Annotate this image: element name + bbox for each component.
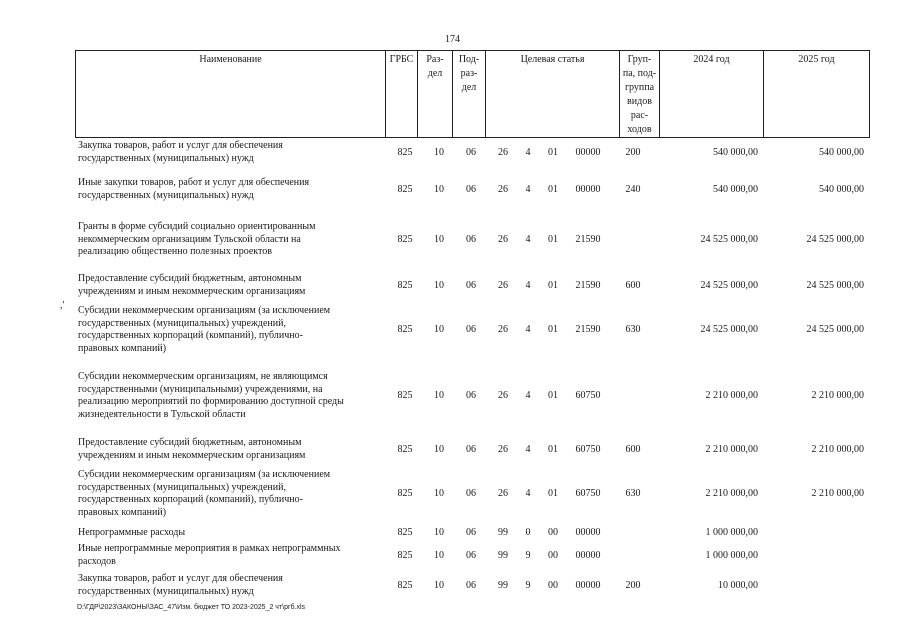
row-name-line: Субсидии некоммерческим организациям, не являющимся <box>78 371 328 382</box>
table-row <box>75 469 875 519</box>
row-name-line: Иные закупки товаров, работ и услуг для обеспечения <box>78 177 310 188</box>
cell-grbs: 825 <box>397 579 413 591</box>
table-row <box>75 573 875 598</box>
cell-vr: 630 <box>625 488 641 499</box>
header-group-line: группа <box>624 82 655 93</box>
cell-rz: 10 <box>434 443 444 455</box>
header-podrazdel-line: Под- <box>458 54 480 65</box>
cell-pr: 06 <box>466 324 476 335</box>
cell-rz: 10 <box>434 324 444 335</box>
row-name-line: государственных корпораций (компаний), публично- <box>78 494 303 505</box>
cell-c4: 21590 <box>575 279 601 291</box>
cell-y2025: 2 210 000,00 <box>811 488 864 499</box>
header-2024: 2024 год <box>659 50 763 138</box>
row-name-line: государственных (муниципальных) нужд <box>78 189 254 201</box>
row-name-line: Гранты в форме субсидий социально ориентированным <box>78 221 316 232</box>
row-name-line: правовых компаний) <box>78 342 167 354</box>
header-group-line: Груп- <box>627 54 652 65</box>
header-group-line: ходов <box>627 124 652 135</box>
cell-pr: 06 <box>466 146 476 158</box>
cell-c4: 00000 <box>575 527 601 539</box>
cell-grbs: 825 <box>397 527 413 539</box>
cell-c3: 01 <box>548 279 558 291</box>
cell-pr: 06 <box>466 549 476 561</box>
table-row <box>75 140 875 165</box>
cell-y2024: 24 525 000,00 <box>700 233 758 245</box>
cell-y2024: 1 000 000,00 <box>705 549 758 561</box>
cell-y2025: 24 525 000,00 <box>806 324 864 335</box>
cell-c4: 21590 <box>575 233 601 245</box>
footer-file-path: D:\ГДР\2023\ЗАКОНЫ\ЗАС_47\Изм. бюджет ТО 2023-2025_2 чт\ргб.xls <box>77 604 306 611</box>
row-name <box>78 221 383 259</box>
cell-c4: 00000 <box>575 183 601 195</box>
row-name <box>78 371 383 421</box>
cell-rz: 10 <box>434 579 444 591</box>
row-name-line: Субсидии некоммерческим организациям (за исключением <box>78 305 331 316</box>
cell-c4: 21590 <box>575 324 601 335</box>
cell-vr: 600 <box>625 279 641 291</box>
row-name-line: Закупка товаров, работ и услуг для обеспечения <box>78 573 283 584</box>
cell-c2: 4 <box>525 183 531 195</box>
cell-c1: 26 <box>498 279 508 291</box>
header-podrazdel-line: раз- <box>460 68 478 79</box>
cell-c3: 01 <box>548 183 558 195</box>
cell-pr: 06 <box>466 233 476 245</box>
cell-y2025: 2 210 000,00 <box>811 390 864 401</box>
row-name-line: Предоставление субсидий бюджетным, автономным <box>78 437 302 448</box>
cell-c3: 01 <box>548 488 558 499</box>
cell-grbs: 825 <box>397 279 413 291</box>
cell-c3: 01 <box>548 443 558 455</box>
cell-y2025: 24 525 000,00 <box>806 233 864 245</box>
cell-pr: 06 <box>466 527 476 539</box>
cell-vr: 240 <box>625 183 641 195</box>
header-group-line: рас- <box>630 110 649 121</box>
cell-vr: 200 <box>625 146 641 158</box>
cell-c4: 00000 <box>575 549 601 561</box>
cell-c4: 60750 <box>575 390 601 401</box>
cell-vr: 600 <box>625 443 641 455</box>
cell-y2024: 2 210 000,00 <box>705 443 758 455</box>
row-name-line: государственных (муниципальных) нужд <box>78 585 254 597</box>
cell-c4: 00000 <box>575 579 601 591</box>
row-name-line: Закупка товаров, работ и услуг для обеспечения <box>78 140 283 151</box>
cell-rz: 10 <box>434 488 444 499</box>
cell-grbs: 825 <box>397 183 413 195</box>
row-name-line: Непрограммные расходы <box>78 527 186 538</box>
cell-y2025: 24 525 000,00 <box>806 279 864 291</box>
row-name-line: Субсидии некоммерческим организациям (за исключением <box>78 469 331 480</box>
cell-c2: 4 <box>525 233 531 245</box>
cell-c2: 9 <box>525 579 531 591</box>
cell-c3: 00 <box>548 527 558 539</box>
cell-c2: 4 <box>525 443 531 455</box>
header-group-line: па, под- <box>622 68 657 79</box>
cell-c4: 60750 <box>575 443 601 455</box>
row-name <box>78 573 383 598</box>
cell-y2024: 10 000,00 <box>718 579 758 591</box>
table-row <box>75 543 875 568</box>
cell-vr: 630 <box>625 324 641 335</box>
cell-grbs: 825 <box>397 324 413 335</box>
cell-c2: 4 <box>525 279 531 291</box>
cell-grbs: 825 <box>397 233 413 245</box>
cell-c1: 26 <box>498 146 508 158</box>
row-name <box>78 437 383 462</box>
cell-pr: 06 <box>466 579 476 591</box>
row-name-line: учреждениям и иным некоммерческим организациям <box>78 285 306 297</box>
table-row <box>75 305 875 355</box>
cell-y2025: 540 000,00 <box>819 183 864 195</box>
page-number: 174 <box>445 34 460 45</box>
cell-rz: 10 <box>434 549 444 561</box>
header-razdel-line: дел <box>427 68 443 79</box>
cell-c4: 00000 <box>575 146 601 158</box>
row-name <box>78 527 383 540</box>
cell-y2024: 1 000 000,00 <box>705 527 758 539</box>
cell-c1: 26 <box>498 390 508 401</box>
cell-grbs: 825 <box>397 443 413 455</box>
row-name-line: государственных корпораций (компаний), публично- <box>78 330 303 341</box>
table-row <box>75 221 875 259</box>
cell-y2024: 540 000,00 <box>713 183 758 195</box>
cell-c1: 26 <box>498 443 508 455</box>
cell-c1: 26 <box>498 233 508 245</box>
cell-rz: 10 <box>434 279 444 291</box>
cell-grbs: 825 <box>397 390 413 401</box>
cell-y2024: 24 525 000,00 <box>700 324 758 335</box>
cell-y2025: 2 210 000,00 <box>811 443 864 455</box>
row-name <box>78 469 383 519</box>
row-name-line: учреждениям и иным некоммерческим организациям <box>78 449 306 461</box>
row-name-line: реализацию мероприятий по формированию доступной среды <box>78 396 344 407</box>
header-grbs: ГРБС <box>385 50 417 138</box>
cell-c3: 01 <box>548 324 558 335</box>
cell-y2024: 540 000,00 <box>713 146 758 158</box>
cell-c2: 4 <box>525 488 531 499</box>
cell-rz: 10 <box>434 527 444 539</box>
header-podrazdel <box>452 50 485 138</box>
header-name: Наименование <box>75 50 385 138</box>
table-row <box>75 273 875 298</box>
row-name-line: реализацию общественно полезных проектов <box>78 246 272 257</box>
cell-grbs: 825 <box>397 488 413 499</box>
row-name-line: жизнедеятельности в Тульской области <box>78 408 246 420</box>
row-name-line: Предоставление субсидий бюджетным, автономным <box>78 273 302 284</box>
table-row <box>75 527 875 540</box>
cell-y2025: 540 000,00 <box>819 146 864 158</box>
cell-c3: 00 <box>548 549 558 561</box>
row-name-line: государственных (муниципальных) учреждений, <box>78 317 286 329</box>
row-name <box>78 140 383 165</box>
cell-c1: 99 <box>498 579 508 591</box>
header-2025: 2025 год <box>763 50 870 138</box>
table-row <box>75 177 875 202</box>
stray-mark: ,' <box>60 300 65 311</box>
cell-c2: 0 <box>525 527 531 539</box>
cell-c1: 99 <box>498 549 508 561</box>
header-razdel <box>417 50 452 138</box>
cell-c2: 9 <box>525 549 531 561</box>
cell-c1: 26 <box>498 183 508 195</box>
row-name <box>78 273 383 298</box>
cell-grbs: 825 <box>397 549 413 561</box>
cell-rz: 10 <box>434 183 444 195</box>
cell-pr: 06 <box>466 443 476 455</box>
table-header <box>75 50 870 138</box>
row-name-line: некоммерческим организациям Тульской области на <box>78 233 301 245</box>
cell-c1: 99 <box>498 527 508 539</box>
cell-rz: 10 <box>434 146 444 158</box>
header-group-line: видов <box>627 96 652 107</box>
row-name <box>78 543 383 568</box>
header-group <box>619 50 659 138</box>
row-name <box>78 177 383 202</box>
cell-c3: 00 <box>548 579 558 591</box>
row-name-line: Иные непрограммные мероприятия в рамках непрограммных <box>78 543 341 554</box>
cell-c1: 26 <box>498 488 508 499</box>
cell-c4: 60750 <box>575 488 601 499</box>
cell-c2: 4 <box>525 146 531 158</box>
cell-c3: 01 <box>548 146 558 158</box>
cell-c2: 4 <box>525 324 531 335</box>
cell-rz: 10 <box>434 233 444 245</box>
cell-vr: 200 <box>625 579 641 591</box>
row-name-line: расходов <box>78 555 116 567</box>
cell-y2024: 2 210 000,00 <box>705 488 758 499</box>
cell-c3: 01 <box>548 233 558 245</box>
cell-c1: 26 <box>498 324 508 335</box>
row-name-line: правовых компаний) <box>78 506 167 518</box>
cell-grbs: 825 <box>397 146 413 158</box>
header-podrazdel-line: дел <box>461 82 477 93</box>
row-name-line: государственными (муниципальными) учреждениями, на <box>78 383 323 395</box>
table-row <box>75 371 875 421</box>
table-row <box>75 437 875 462</box>
cell-rz: 10 <box>434 390 444 401</box>
row-name-line: государственных (муниципальных) нужд <box>78 152 254 164</box>
cell-pr: 06 <box>466 390 476 401</box>
cell-pr: 06 <box>466 183 476 195</box>
header-target: Целевая статья <box>485 50 619 138</box>
cell-pr: 06 <box>466 488 476 499</box>
cell-y2024: 2 210 000,00 <box>705 390 758 401</box>
cell-c2: 4 <box>525 390 531 401</box>
row-name <box>78 305 383 355</box>
cell-pr: 06 <box>466 279 476 291</box>
cell-y2024: 24 525 000,00 <box>700 279 758 291</box>
header-razdel-line: Раз- <box>426 54 444 65</box>
row-name-line: государственных (муниципальных) учреждений, <box>78 481 286 493</box>
cell-c3: 01 <box>548 390 558 401</box>
